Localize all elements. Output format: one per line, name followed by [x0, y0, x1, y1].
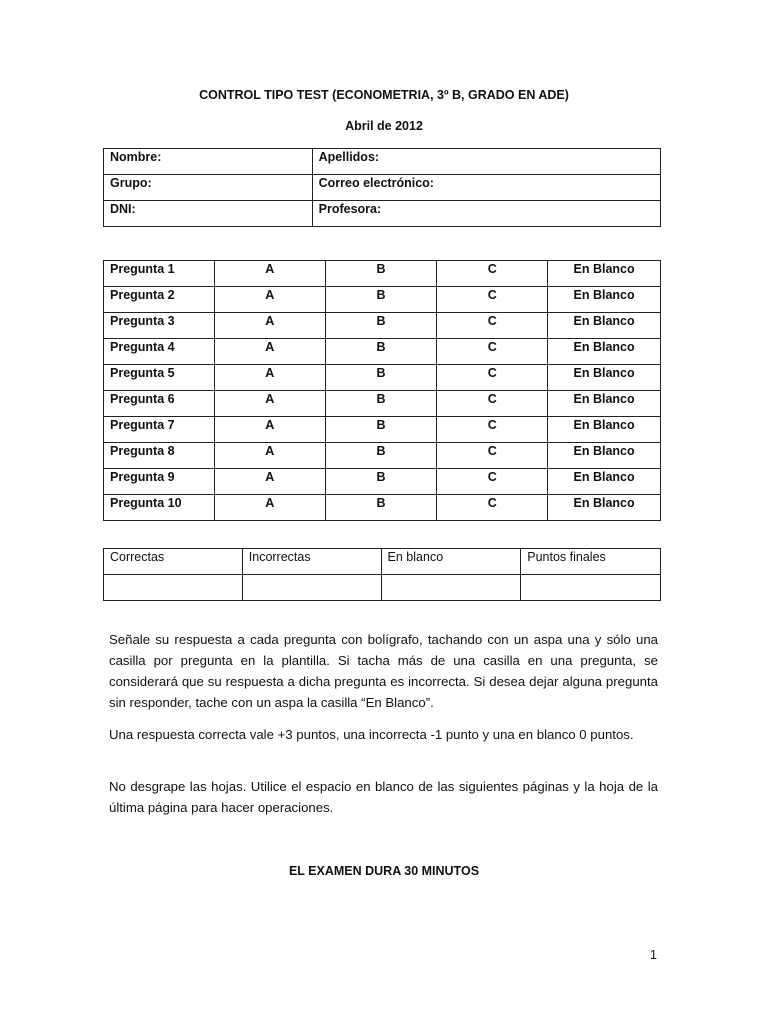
option-c-cell[interactable]: C — [437, 261, 548, 287]
incorrectas-header: Incorrectas — [242, 549, 381, 575]
correctas-cell[interactable] — [104, 575, 243, 601]
option-c-cell[interactable]: C — [437, 339, 548, 365]
table-row — [104, 575, 661, 601]
en-blanco-cell[interactable]: En Blanco — [548, 261, 661, 287]
question-label: Pregunta 5 — [104, 365, 215, 391]
table-row — [104, 495, 661, 521]
correo-field[interactable]: Correo electrónico: — [312, 175, 660, 201]
apellidos-field[interactable]: Apellidos: — [312, 149, 660, 175]
option-b-cell[interactable]: B — [325, 443, 437, 469]
puntos-finales-cell[interactable] — [521, 575, 661, 601]
en-blanco-cell[interactable]: En Blanco — [548, 495, 661, 521]
profesora-field[interactable]: Profesora: — [312, 201, 660, 227]
table-row — [104, 469, 661, 495]
question-label: Pregunta 4 — [104, 339, 215, 365]
table-row — [104, 365, 661, 391]
option-a-cell[interactable]: A — [214, 443, 325, 469]
option-a-cell[interactable]: A — [214, 495, 325, 521]
en-blanco-cell[interactable]: En Blanco — [548, 443, 661, 469]
score-table — [103, 548, 661, 601]
option-b-cell[interactable]: B — [325, 313, 437, 339]
option-a-cell[interactable]: A — [214, 287, 325, 313]
table-row — [104, 175, 661, 201]
exam-date: Abril de 2012 — [345, 119, 423, 133]
option-b-cell[interactable]: B — [325, 495, 437, 521]
correctas-header: Correctas — [104, 549, 243, 575]
student-info-table — [103, 148, 661, 227]
question-label: Pregunta 3 — [104, 313, 215, 339]
table-row — [104, 443, 661, 469]
question-label: Pregunta 7 — [104, 417, 215, 443]
option-a-cell[interactable]: A — [214, 391, 325, 417]
question-label: Pregunta 9 — [104, 469, 215, 495]
table-row — [104, 149, 661, 175]
dni-field[interactable]: DNI: — [104, 201, 313, 227]
exam-title: CONTROL TIPO TEST (ECONOMETRIA, 3º B, GRADO EN ADE) — [199, 88, 569, 102]
option-b-cell[interactable]: B — [325, 365, 437, 391]
instructions-paragraph-1: Señale su respuesta a cada pregunta con bolígrafo, tachando con un aspa una y sólo una casilla por pregunta en la plantilla. Si tacha más de una casilla en una pregunta, se considerará que su respuesta a dicha pregunta es incorrecta. Si desea dejar alguna pregunta sin responder, tache con un aspa la casilla “En Blanco”. — [109, 632, 658, 710]
question-label: Pregunta 2 — [104, 287, 215, 313]
answer-sheet-table — [103, 260, 661, 521]
en-blanco-cell[interactable]: En Blanco — [548, 469, 661, 495]
option-c-cell[interactable]: C — [437, 313, 548, 339]
incorrectas-cell[interactable] — [242, 575, 381, 601]
grupo-field[interactable]: Grupo: — [104, 175, 313, 201]
table-row — [104, 417, 661, 443]
puntos-finales-header: Puntos finales — [521, 549, 661, 575]
en-blanco-cell[interactable]: En Blanco — [548, 417, 661, 443]
table-row — [104, 339, 661, 365]
table-row — [104, 549, 661, 575]
option-c-cell[interactable]: C — [437, 417, 548, 443]
option-b-cell[interactable]: B — [325, 261, 437, 287]
table-row — [104, 261, 661, 287]
option-a-cell[interactable]: A — [214, 365, 325, 391]
option-c-cell[interactable]: C — [437, 443, 548, 469]
option-a-cell[interactable]: A — [214, 261, 325, 287]
option-c-cell[interactable]: C — [437, 365, 548, 391]
option-c-cell[interactable]: C — [437, 391, 548, 417]
table-row — [104, 201, 661, 227]
option-b-cell[interactable]: B — [325, 417, 437, 443]
option-a-cell[interactable]: A — [214, 313, 325, 339]
question-label: Pregunta 6 — [104, 391, 215, 417]
question-label: Pregunta 10 — [104, 495, 215, 521]
option-b-cell[interactable]: B — [325, 287, 437, 313]
question-label: Pregunta 1 — [104, 261, 215, 287]
option-c-cell[interactable]: C — [437, 287, 548, 313]
question-label: Pregunta 8 — [104, 443, 215, 469]
en-blanco-cell[interactable] — [381, 575, 521, 601]
en-blanco-cell[interactable]: En Blanco — [548, 313, 661, 339]
en-blanco-cell[interactable]: En Blanco — [548, 339, 661, 365]
en-blanco-cell[interactable]: En Blanco — [548, 365, 661, 391]
option-c-cell[interactable]: C — [437, 469, 548, 495]
option-a-cell[interactable]: A — [214, 469, 325, 495]
option-a-cell[interactable]: A — [214, 417, 325, 443]
en-blanco-cell[interactable]: En Blanco — [548, 391, 661, 417]
en-blanco-header: En blanco — [381, 549, 521, 575]
option-b-cell[interactable]: B — [325, 339, 437, 365]
option-c-cell[interactable]: C — [437, 495, 548, 521]
instructions-paragraph-2: Una respuesta correcta vale +3 puntos, una incorrecta -1 punto y una en blanco 0 puntos. — [109, 727, 634, 742]
option-a-cell[interactable]: A — [214, 339, 325, 365]
en-blanco-cell[interactable]: En Blanco — [548, 287, 661, 313]
table-row — [104, 313, 661, 339]
option-b-cell[interactable]: B — [325, 469, 437, 495]
page-number: 1 — [650, 948, 657, 962]
exam-duration: EL EXAMEN DURA 30 MINUTOS — [288, 864, 480, 878]
option-b-cell[interactable]: B — [325, 391, 437, 417]
instructions-paragraph-3: No desgrape las hojas. Utilice el espacio en blanco de las siguientes páginas y la hoja de la última página para hacer operaciones. — [109, 779, 658, 815]
table-row — [104, 287, 661, 313]
table-row — [104, 391, 661, 417]
nombre-field[interactable]: Nombre: — [104, 149, 313, 175]
